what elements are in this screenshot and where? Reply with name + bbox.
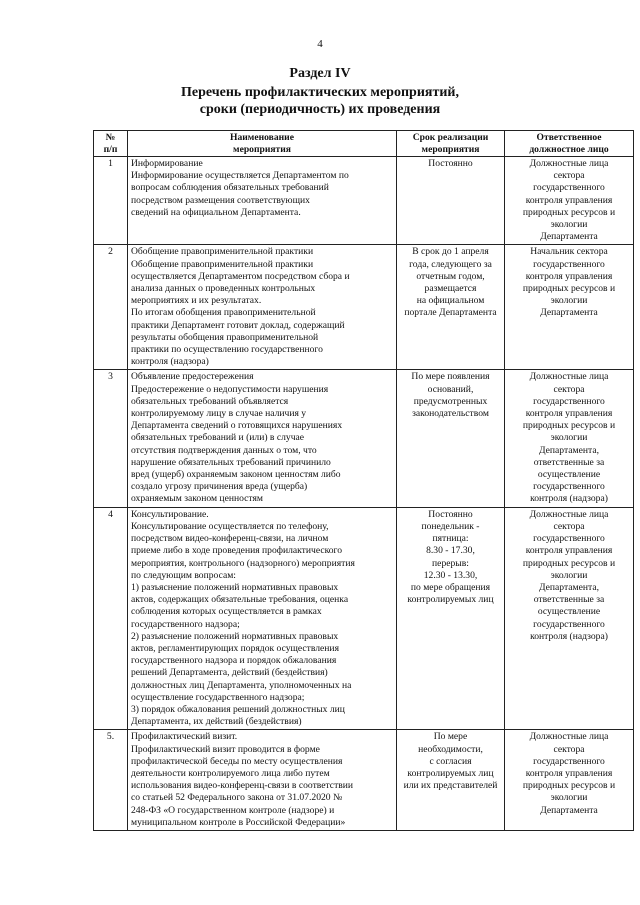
responsible-line: природных ресурсов и — [522, 557, 616, 569]
responsible-line: Департамента, — [539, 444, 599, 456]
section-title: Раздел IV — [289, 66, 351, 81]
responsible-line: Должностные лица — [529, 731, 609, 743]
term-line: оснований, — [427, 383, 474, 395]
row-number: 2 — [94, 245, 128, 370]
term-line: пятница: — [432, 533, 469, 545]
responsible-line: государственного — [533, 182, 605, 194]
measure-text-line: Профилактический визит проводится в форме — [131, 743, 320, 755]
table-row — [94, 245, 634, 370]
term-line: года, следующего за — [409, 258, 492, 270]
responsible-line: осуществление — [537, 606, 601, 618]
responsible-officials — [505, 157, 634, 245]
header-term-line: Срок реализации — [412, 132, 489, 143]
measure-text-line: приеме либо в ходе проведения профилактического — [131, 545, 343, 557]
measure-text-line: контроля (надзора) — [131, 356, 209, 368]
term-line: отчетным годом, — [416, 270, 485, 282]
term-line: размещается — [424, 283, 477, 295]
responsible-line: сектора — [553, 383, 585, 395]
responsible-line: контроля управления — [525, 545, 613, 557]
responsible-line: контроля (надзора) — [530, 630, 608, 642]
measure-text-line: 3) порядок обжалования решений должностных лиц — [131, 703, 345, 715]
measure-text-line: нарушение обязательных требований причинило — [131, 456, 331, 468]
measure-text-line: 1) разъяснение положений нормативных правовых — [131, 581, 339, 593]
responsible-line: государственного — [533, 481, 605, 493]
responsible-line: контроля (надзора) — [530, 493, 608, 505]
table-row — [94, 507, 634, 730]
header-term — [397, 131, 505, 157]
measure-text-line: контролируемому лицу в случае наличия у — [131, 408, 307, 420]
responsible-line: сектора — [553, 520, 585, 532]
measure-term — [397, 370, 505, 507]
responsible-line: экологии — [550, 295, 588, 307]
measures-table — [93, 130, 634, 831]
measure-text-line: сведений на официальном Департамента. — [131, 206, 301, 218]
measure-text-line: отсутствия подтверждения данных о том, что — [131, 444, 317, 456]
measure-text-line: вред (ущерб) охраняемым законом ценностям либо — [131, 469, 341, 481]
measure-text-line: Консультирование осуществляется по телефону, — [131, 520, 329, 532]
term-line: Постоянно — [428, 158, 473, 169]
responsible-officials — [505, 730, 634, 831]
header-name-line: мероприятия — [233, 143, 291, 155]
responsible-line: природных ресурсов и — [522, 420, 616, 432]
measure-title: Профилактический визит. — [131, 731, 238, 743]
measure-text-line: должностных лиц Департамента, уполномоченных на — [131, 679, 352, 691]
header-num — [94, 131, 128, 157]
term-line: или их представителей — [403, 780, 498, 792]
term-line: понедельник - — [421, 520, 480, 532]
term-line: 8.30 - 17.30, — [426, 545, 475, 557]
header-resp-line: Ответственное — [536, 132, 602, 143]
measure-text-line: практики по осуществлению государственного — [131, 344, 323, 356]
measure-term — [397, 730, 505, 831]
header-num-line: п/п — [103, 143, 118, 155]
heading-line-1: Перечень профилактических мероприятий, — [181, 85, 459, 100]
table-row — [94, 730, 634, 831]
responsible-line: Департамента, — [539, 581, 599, 593]
measure-description — [128, 507, 397, 730]
measure-text-line: Обобщение правоприменительной практики — [131, 258, 314, 270]
responsible-line: государственного — [533, 395, 605, 407]
measure-description — [128, 730, 397, 831]
term-line: В срок до 1 апреля — [412, 246, 489, 258]
measure-text-line: обязательных требований объявляется — [131, 395, 289, 407]
measure-term — [397, 507, 505, 730]
measure-text-line: Департамента сведений о готовящихся нарушениях — [131, 420, 343, 432]
responsible-line: Должностные лица — [529, 508, 609, 520]
responsible-line: сектора — [553, 743, 585, 755]
term-line: контролируемых лиц — [407, 767, 494, 779]
measure-text-line: мероприятиях и их результатах. — [131, 295, 262, 307]
measure-description — [128, 370, 397, 507]
row-number: 4 — [94, 507, 128, 730]
measure-title: Обобщение правоприменительной практики — [131, 246, 314, 258]
term-line: необходимости, — [418, 743, 483, 755]
row-number: 1 — [94, 157, 128, 245]
responsible-line: государственного — [533, 533, 605, 545]
measure-text-line: по следующим вопросам: — [131, 569, 236, 581]
responsible-line: экологии — [550, 432, 588, 444]
measure-text-line: обязательных требований и (или) в случае — [131, 432, 305, 444]
row-number: 5. — [94, 730, 128, 831]
responsible-line: государственного — [533, 618, 605, 630]
responsible-line: ответственные за — [533, 594, 605, 606]
header-num-line: № — [105, 132, 116, 143]
measure-text-line: охраняемым законом ценностям — [131, 493, 263, 505]
responsible-line: ответственные за — [533, 456, 605, 468]
responsible-officials — [505, 245, 634, 370]
measure-text-line: посредством видео-конференц-связи, на личном — [131, 533, 329, 545]
measure-text-line: со статьей 52 Федерального закона от 31.07.2020 № — [131, 792, 343, 804]
measure-text-line: Департамента, их действий (бездействия) — [131, 716, 302, 728]
responsible-line: контроля управления — [525, 270, 613, 282]
page-number: 4 — [317, 38, 323, 50]
page-heading — [0, 84, 640, 118]
responsible-officials — [505, 370, 634, 507]
responsible-line: контроля управления — [525, 194, 613, 206]
term-line: на официальном — [416, 295, 485, 307]
measure-text-line: государственного надзора и порядок обжалования — [131, 655, 337, 667]
responsible-line: контроля управления — [525, 408, 613, 420]
table-row — [94, 157, 634, 245]
measure-description — [128, 157, 397, 245]
table-row — [94, 370, 634, 507]
responsible-line: Департамента — [540, 804, 598, 816]
term-line: с согласия — [429, 755, 472, 767]
term-line: по мере обращения — [410, 581, 491, 593]
measure-text-line: анализа данных о проведенных контрольных — [131, 283, 316, 295]
term-line: предусмотренных — [413, 395, 488, 407]
responsible-line: Должностные лица — [529, 371, 609, 383]
measure-text-line: актов, содержащих обязательные требования, оценка — [131, 594, 349, 606]
measure-text-line: использования видео-конференц-связи в соответствии — [131, 780, 354, 792]
row-number: 3 — [94, 370, 128, 507]
measure-text-line: практики Департамент готовит доклад, содержащий — [131, 319, 345, 331]
responsible-line: Должностные лица — [529, 158, 609, 169]
measure-text-line: создало угрозу причинения вреда (ущерба) — [131, 481, 308, 493]
measure-title: Объявление предостережения — [131, 371, 254, 383]
measure-text-line: осуществляется Департаментом посредством сбора и — [131, 270, 350, 282]
measure-text-line: Предостережение о недопустимости нарушения — [131, 383, 329, 395]
heading-line-2: сроки (периодичность) их проведения — [199, 102, 441, 117]
measure-text-line: решений Департамента, действий (бездействия) — [131, 667, 328, 679]
measure-text-line: государственного надзора; — [131, 618, 240, 630]
responsible-officials — [505, 507, 634, 730]
header-name — [128, 131, 397, 157]
measure-text-line: актов, регламентирующих порядок осуществления — [131, 642, 339, 654]
responsible-line: сектора — [553, 170, 585, 182]
measure-description — [128, 245, 397, 370]
responsible-line: Начальник сектора — [530, 246, 608, 258]
measure-text-line: профилактической беседы по месту осуществления — [131, 755, 343, 767]
responsible-line: государственного — [533, 258, 605, 270]
responsible-line: контроля управления — [525, 767, 613, 779]
header-resp — [505, 131, 634, 157]
measure-term — [397, 157, 505, 245]
measure-term — [397, 245, 505, 370]
term-line: контролируемых лиц — [407, 594, 494, 606]
term-line: законодательством — [412, 408, 489, 420]
responsible-line: Департамента — [540, 307, 598, 319]
measure-text-line: соблюдения которых осуществляется в рамках — [131, 606, 322, 618]
measure-text-line: вопросам соблюдения обязательных требований — [131, 182, 329, 194]
measure-text-line: 248-ФЗ «О государственном контроле (надзоре) и — [131, 804, 335, 816]
measure-text-line: результаты обобщения правоприменительной — [131, 331, 319, 343]
table-header-row — [94, 131, 634, 157]
term-line: По мере появления — [411, 371, 490, 383]
measure-text-line: муниципальном контроле в Российской Федерации» — [131, 816, 346, 828]
header-resp-line: должностное лицо — [529, 143, 609, 155]
term-line: портале Департамента — [404, 307, 497, 319]
measure-text-line: Информирование осуществляется Департаментом по — [131, 170, 349, 182]
responsible-line: экологии — [550, 792, 588, 804]
measure-text-line: 2) разъяснение положений нормативных правовых — [131, 630, 339, 642]
measure-text-line: По итогам обобщения правоприменительной — [131, 307, 316, 319]
responsible-line: экологии — [550, 219, 588, 231]
measure-text-line: посредством размещения соответствующих — [131, 194, 310, 206]
measure-text-line: мероприятия, контрольного (надзорного) мероприятия — [131, 557, 355, 569]
responsible-line: природных ресурсов и — [522, 283, 616, 295]
responsible-line: осуществление — [537, 469, 601, 481]
responsible-line: природных ресурсов и — [522, 780, 616, 792]
responsible-line: государственного — [533, 755, 605, 767]
responsible-line: экологии — [550, 569, 588, 581]
responsible-line: Департамента — [540, 231, 598, 243]
responsible-line: природных ресурсов и — [522, 206, 616, 218]
term-line: 12.30 - 13.30, — [423, 569, 478, 581]
measure-text-line: осуществление государственного надзора; — [131, 691, 305, 703]
term-line: перерыв: — [432, 557, 469, 569]
term-line: Постоянно — [428, 508, 473, 520]
measure-title: Консультирование. — [131, 508, 209, 520]
measure-title: Информирование — [131, 158, 203, 169]
header-term-line: мероприятия — [421, 143, 480, 155]
header-name-line: Наименование — [230, 132, 294, 143]
measure-text-line: деятельности контролируемого лица либо путем — [131, 767, 330, 779]
term-line: По мере — [433, 731, 468, 743]
